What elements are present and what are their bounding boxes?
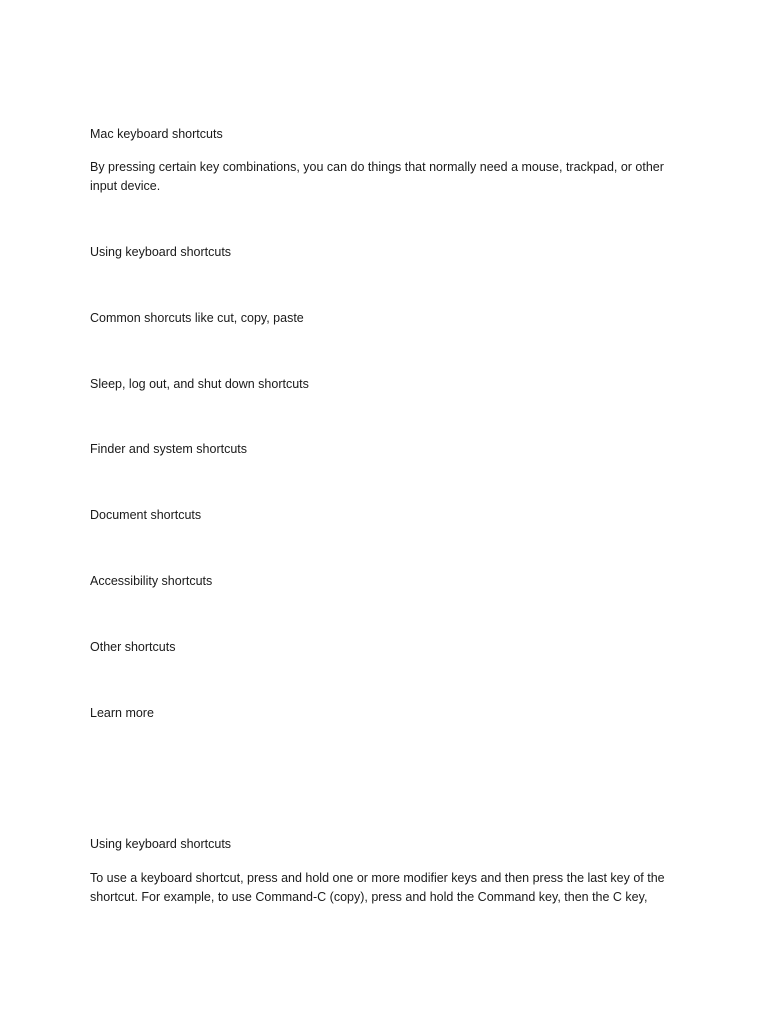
toc-item-accessibility-shortcuts: Accessibility shortcuts <box>90 574 213 588</box>
document-title: Mac keyboard shortcuts <box>90 127 223 141</box>
toc-item-other-shortcuts: Other shortcuts <box>90 640 176 654</box>
toc-item-sleep-logout-shutdown: Sleep, log out, and shut down shortcuts <box>90 377 309 391</box>
toc-item-finder-system: Finder and system shortcuts <box>90 442 248 456</box>
section-heading: Using keyboard shortcuts <box>90 837 232 851</box>
intro-paragraph: By pressing certain key combinations, you can do things that normally need a mouse, trackpad, or other input device. <box>90 160 664 193</box>
toc-item-common-shortcuts: Common shorcuts like cut, copy, paste <box>90 311 304 325</box>
toc-item-learn-more: Learn more <box>90 706 154 720</box>
toc-item-using-keyboard-shortcuts: Using keyboard shortcuts <box>90 245 232 259</box>
toc-item-document-shortcuts: Document shortcuts <box>90 508 202 522</box>
section-body-paragraph: To use a keyboard shortcut, press and hold one or more modifier keys and then press the last key of the shortcut. For example, to use Command-C (copy), press and hold the Command key, then the C key, <box>90 871 665 904</box>
